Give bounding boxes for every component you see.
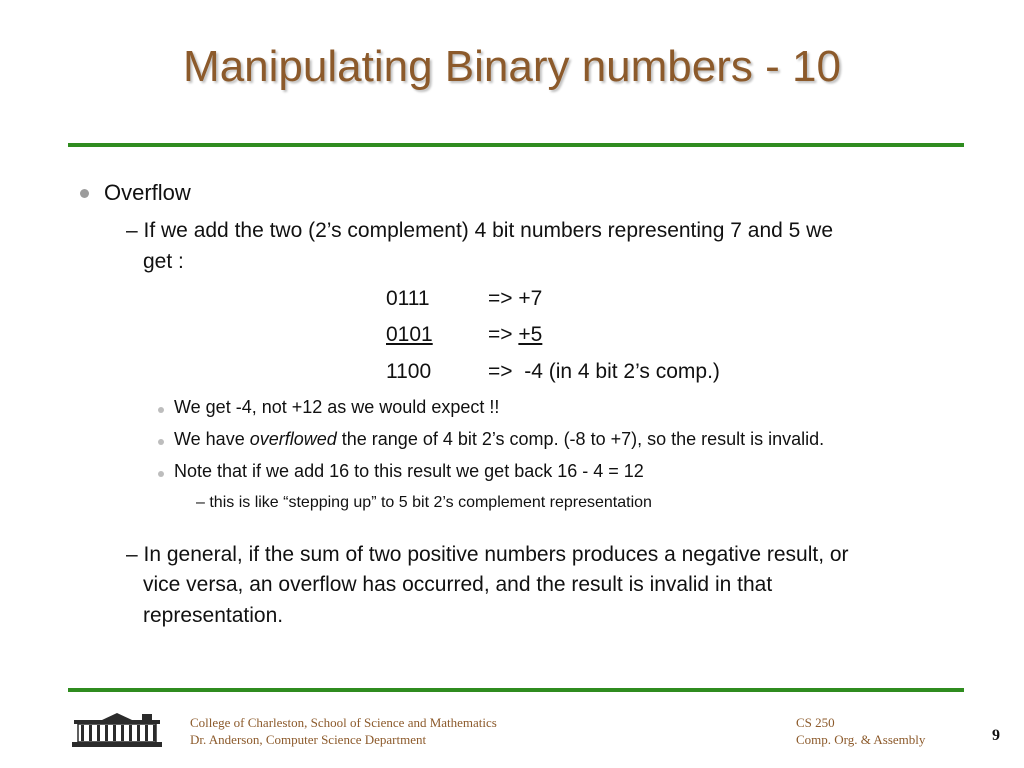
note-1: We get -4, not +12 as we would expect !! [174,397,500,417]
calc-row-3-bits: 1100 [386,360,432,383]
page-number: 9 [992,727,1000,744]
footer-course-name: Comp. Org. & Assembly [796,732,926,747]
sub-bullet-2-line-2: vice versa, an overflow has occurred, and the result is invalid in that [143,573,773,596]
bottom-divider [68,688,964,692]
calc-row-2-bits: 0101 [386,323,433,346]
sub-bullet-1-line-1: – If we add the two (2’s complement) 4 bit numbers representing 7 and 5 we [126,219,833,242]
footer-school: College of Charleston, School of Science and Mathematics [190,715,497,730]
bullet-overflow: Overflow [104,180,191,205]
sub-bullet-2-line-3: representation. [143,604,284,627]
bullet-dot-icon [80,189,89,198]
sub-note: – this is like “stepping up” to 5 bit 2’s complement representation [196,494,652,511]
college-building-icon [72,712,162,753]
top-divider [68,143,964,147]
calc-row-1-bits: 0111 [386,287,430,310]
footer-course [796,714,925,748]
sub-bullet-1-line-2: get : [143,250,184,273]
note-dot-icon [158,407,164,413]
sub-bullet-2-line-1: – In general, if the sum of two positive numbers produces a negative result, or [126,543,849,566]
footer-institution [190,714,497,748]
note-dot-icon [158,471,164,477]
slide-title: Manipulating Binary numbers - 10 [183,42,841,91]
calc-row-3-result: => -4 (in 4 bit 2’s comp.) [488,360,720,383]
note-2: We have overflowed the range of 4 bit 2’s comp. (-8 to +7), so the result is invalid. [174,429,825,449]
footer-department: Dr. Anderson, Computer Science Department [190,732,427,747]
note-3: Note that if we add 16 to this result we get back 16 - 4 = 12 [174,461,644,481]
calc-row-1-result: => +7 [488,287,543,310]
footer-course-code: CS 250 [796,715,835,730]
note-dot-icon [158,439,164,445]
calc-row-2-result: => +5 [488,323,543,346]
